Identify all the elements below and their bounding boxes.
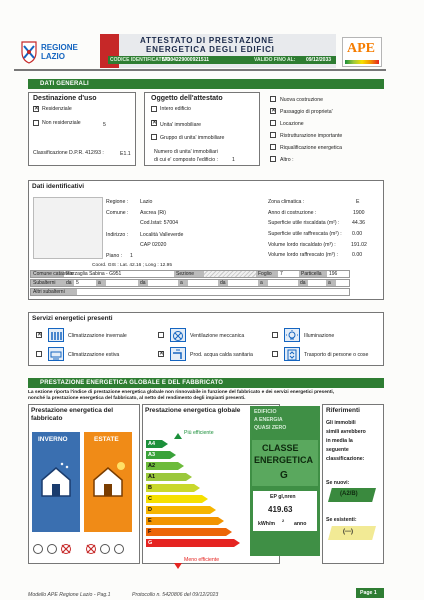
comune-label: Comune : [106,210,129,216]
sezione-label: Sezione [174,271,204,277]
se-nuovi-value: (A2/B) [340,491,358,497]
fabbricato-title-1: Prestazione energetica del [31,407,114,414]
title-line-1: ATTESTATO DI PRESTAZIONE [140,36,275,45]
clim-estiva-checkbox[interactable] [36,351,42,357]
sup-risc-value: 44.36 [352,220,365,226]
gruppo-unita-checkbox[interactable] [151,134,157,140]
riferimenti-text-4: seguente [326,447,349,453]
illuminazione-checkbox[interactable] [272,332,278,338]
cap-value: CAP 02020 [140,242,167,248]
class-band-e: E [146,517,218,525]
ep-unit-1: kWh/m [258,521,276,527]
altro-checkbox[interactable] [270,156,276,162]
da-label-2: da [138,280,148,286]
trasporto-label: Trasporto di persone o cose [304,352,369,358]
particella-value: 196 [329,271,338,277]
class-band-a1: A1 [146,473,186,481]
residenziale-label: Residenziale [42,106,72,112]
regione-label: Regione : [106,199,129,205]
riqualificazione-checkbox[interactable] [270,144,276,150]
nzeb-label-1: EDIFICIO [254,409,277,415]
destination-title: Destinazione d'uso [33,95,97,102]
istat-value: Cod.Istat: 57004 [140,220,179,226]
indirizzo-label: Indirizzo : [106,232,129,238]
meno-efficiente-arrow [174,556,182,574]
gis-coordinates: Coord. GIS : Lat. 42.16 ; Long : 12.95 [92,263,173,268]
altri-subalterni-label: Altri subalterni [31,289,77,295]
lightbulb-icon [284,328,300,342]
da-label-1: da [64,280,74,286]
acqua-calda-label: Prod. acqua calda sanitaria [190,352,253,358]
se-esistenti-value: (---) [343,529,353,535]
building-photo-placeholder [33,197,103,259]
residenziale-checkbox[interactable] [33,106,39,112]
logo-region: LAZIO [41,52,65,61]
classe-value: G [280,470,288,481]
footer-protocol: Protocollo n. 5420806 del 09/12/2023 [132,592,219,598]
ep-unit-exponent: 2 [282,518,285,523]
nuova-costruzione-label: Nuova costruzione [280,97,323,103]
foglio-label: Foglio [256,271,278,277]
passaggio-proprieta-checkbox[interactable] [270,108,276,114]
ape-badge-text: APE [347,41,375,56]
cat-comune-label: Comune catastale [33,271,74,277]
tap-icon [170,347,186,361]
da-value-2 [148,280,178,286]
da-value-4 [308,280,326,286]
vol-raff-label: Volume lordo raffrescato (m³) : [268,252,338,258]
indirizzo-value: Località Valleverde [140,232,184,238]
code-value: 57004229000921511 [162,57,209,63]
vol-risc-value: 191.02 [351,242,367,248]
sup-risc-label: Superficie utile riscaldata (m²) : [268,220,340,226]
ep-unit-2: anno [294,521,307,527]
foglio-value: 7 [280,271,283,277]
trasporto-checkbox[interactable] [272,351,278,357]
altro-label: Altro : [280,157,294,163]
sezione-empty [204,271,256,277]
class-band-g: G [146,539,234,547]
classe-label-1: CLASSE [262,443,299,453]
inverno-face-1 [33,544,43,554]
riferimenti-text-1: Gli immobili [326,420,356,426]
da-label-3: da [218,280,228,286]
estate-house-icon [88,460,128,505]
a-label-1: a [96,280,106,286]
unita-immobiliare-checkbox[interactable] [151,120,157,126]
section-general-title: DATI GENERALI [28,79,384,89]
cat-comune-value: Pozzaglia Sabina - G951 [66,271,122,277]
a-label-2: a [178,280,188,286]
zona-value: E [356,199,360,205]
comune-value: Ascrea (Ri) [140,210,166,216]
elevator-icon [284,347,300,361]
fabbricato-title-2: fabbricato [31,415,63,422]
illuminazione-label: Illuminazione [304,333,335,339]
ristrutturazione-checkbox[interactable] [270,132,276,138]
piano-label: Piano : [106,253,123,259]
footer-model: Modello APE Regione Lazio - Pag.1 [28,592,111,598]
a-value-4 [336,280,351,286]
non-residenziale-value: 5 [103,122,106,128]
non-residenziale-label: Non residenziale [42,120,81,126]
class-band-f: F [146,528,226,536]
cadastral-row [30,270,350,278]
ristrutturazione-label: Ristrutturazione importante [280,133,343,139]
section-performance-title: PRESTAZIONE ENERGETICA GLOBALE E DEL FABBRICATO [28,378,384,388]
title-line-2: ENERGETICA DEGLI EDIFICI [146,45,275,54]
class-band-c: C [146,495,202,503]
se-nuovi-label: Se nuovi: [326,480,350,486]
clim-invernale-checkbox[interactable] [36,332,42,338]
da-value-1: 5 [76,280,79,286]
nzeb-label-2: A ENERGIA [254,417,283,423]
particella-label: Particella [299,271,327,277]
globale-title: Prestazione energetica globale [145,407,241,414]
clim-invernale-label: Climatizzazione invernale [68,333,127,339]
estate-label: ESTATE [94,436,119,443]
altri-subalterni-row [30,288,350,296]
locazione-checkbox[interactable] [270,120,276,126]
anno-value: 1900 [353,210,365,216]
inverno-label: INVERNO [38,436,68,443]
a-label-4: a [326,280,336,286]
intero-edificio-checkbox[interactable] [151,106,157,112]
sup-raff-value: 0.00 [352,231,363,237]
classification-value: E1.1 [120,151,131,157]
identification-title: Dati identificativi [32,183,85,190]
clim-estiva-label: Climatizzazione estiva [68,352,120,358]
vol-risc-label: Volume lordo riscaldato (m³) : [268,242,336,248]
fan-icon [170,328,186,342]
nzeb-label-3: QUASI ZERO [254,425,287,431]
non-residenziale-checkbox[interactable] [33,120,39,126]
class-band-a2: A2 [146,462,178,470]
number-units-label-2: di cui e' composto l'edificio : [154,157,218,163]
nuova-costruzione-checkbox[interactable] [270,96,276,102]
vol-raff-value: 0.00 [352,252,363,258]
regione-value: Lazio [140,199,153,205]
valid-label: VALIDO FINO AL: [254,57,296,63]
ape-badge [342,37,382,67]
anno-label: Anno di costruzione : [268,210,317,216]
se-esistenti-label: Se esistenti: [326,517,357,523]
class-band-a3: A3 [146,451,170,459]
subalterni-label: Subalterni [31,280,64,286]
logo-name: REGIONE [41,43,78,52]
class-band-d: D [146,506,210,514]
a-label-3: a [258,280,268,286]
ventilazione-label: Ventilazione meccanica [190,333,245,339]
object-title: Oggetto dell'attestato [151,95,223,102]
zona-label: Zona climatica : [268,199,305,205]
estate-face-1-selected [86,544,96,554]
ep-value: 419.63 [268,505,293,514]
ape-badge-stripe [345,60,379,64]
a-value-2 [188,280,218,286]
riqualificazione-label: Riqualificazione energetica [280,145,342,151]
regione-lazio-logo [20,39,86,65]
class-band-a4: A4 [146,440,162,448]
unita-immobiliare-label: Unita' immobiliare [160,122,202,128]
services-title: Servizi energetici presenti [32,315,113,322]
classification-label: Classificazione D.P.R. 412/93 : [33,150,104,156]
valid-value: 09/12/2033 [306,57,332,63]
piu-efficiente-label: Più efficiente [184,430,214,436]
class-band-b: B [146,484,194,492]
riferimenti-text-2: simili avrebbero [326,429,366,435]
ep-label: EP gl,nren [270,494,296,500]
ventilazione-checkbox[interactable] [158,332,164,338]
riferimenti-text-3: in media la [326,438,353,444]
intero-edificio-label: Intero edificio [160,106,191,112]
piano-value: 1 [130,253,133,259]
number-units-label-1: Numero di unita' immobiliari [154,149,218,155]
inverno-house-icon [36,460,76,505]
da-label-4: da [298,280,308,286]
riferimenti-title: Riferimenti [326,407,360,414]
performance-intro-2: nonché la prestazione energetica del fabbricato, al netto del rendimento degli impianti presenti. [28,396,246,401]
number-units-value: 1 [232,157,235,163]
da-value-3 [228,280,258,286]
inverno-face-3-selected [61,544,71,554]
passaggio-proprieta-label: Passaggio di proprieta' [280,109,333,115]
acqua-calda-checkbox[interactable] [158,351,164,357]
footer-page: Page 1 [360,590,377,596]
code-label: CODICE IDENTIFICATIVO: [110,57,172,63]
locazione-label: Locazione [280,121,304,127]
a-value-1 [106,280,138,286]
classe-label-2: ENERGETICA [254,455,314,465]
subalterni-row [30,279,350,287]
air-conditioner-icon [48,347,64,361]
a-value-3 [268,280,298,286]
estate-face-2 [100,544,110,554]
sup-raff-label: Superficie utile raffrescata (m²) : [268,231,342,237]
inverno-face-2 [47,544,57,554]
gruppo-unita-label: Gruppo di unita' immobiliare [160,135,225,141]
riferimenti-text-5: classificazione: [326,456,365,462]
meno-efficiente-label: Meno efficiente [184,557,220,563]
estate-face-3 [114,544,124,554]
radiator-icon [48,328,64,342]
performance-intro-1: La sezione riporta l'indice di prestazione energetica globale non rinnovabile in funzione del fabbricato e dei servizi energetici presenti, [28,390,335,395]
